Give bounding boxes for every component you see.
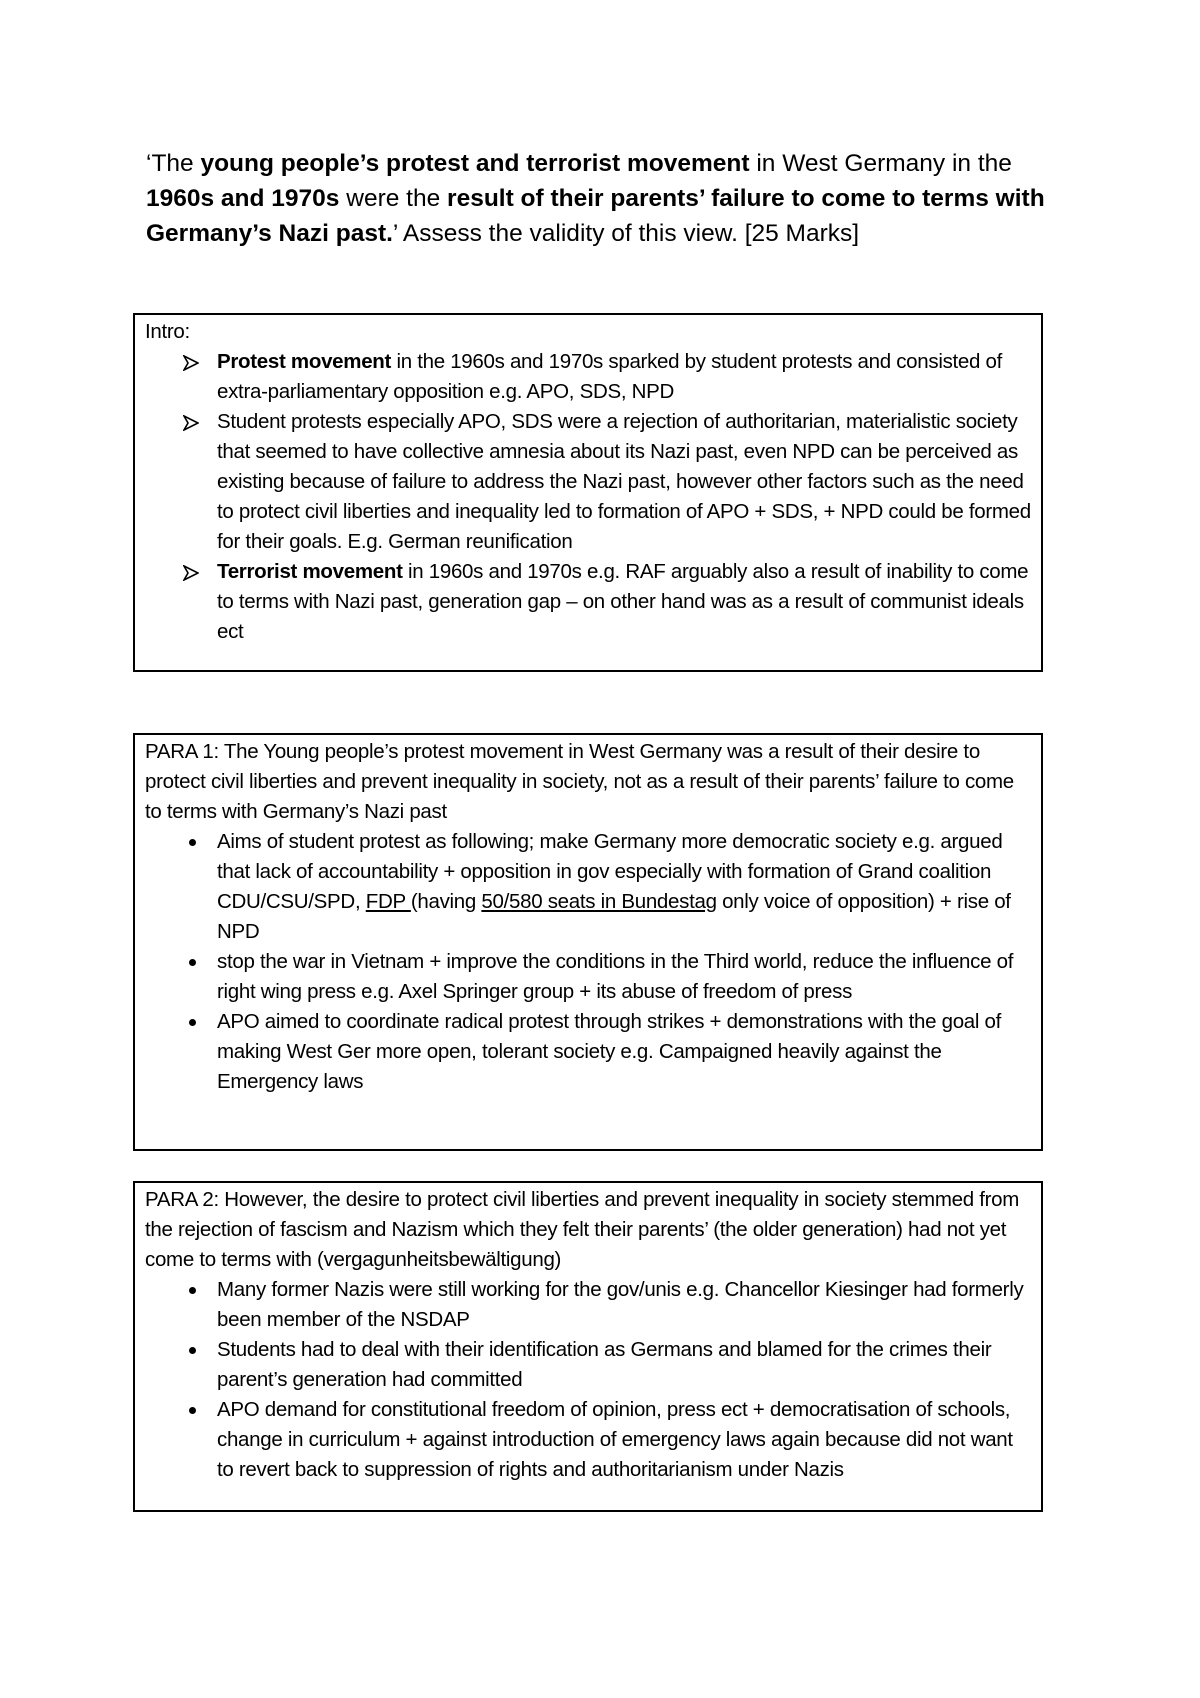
intro-item-2 (145, 407, 1031, 557)
arrow-bullet-icon (183, 407, 207, 440)
para1-item-1 (145, 827, 1031, 947)
intro-item-1-bold: Protest movement (217, 350, 392, 373)
bullet-dot-icon (189, 839, 196, 846)
bullet-dot-icon (189, 1019, 196, 1026)
para2-item-1 (145, 1275, 1031, 1335)
para1-item-1-underline-fdp: FDP (365, 890, 411, 913)
para1-heading: PARA 1: The Young people’s protest movement in West Germany was a result of their desire to protect civil liberties and prevent inequality in society, not as a result of their parents’ failure to come to terms with Germany’s Nazi past (145, 740, 1014, 823)
arrow-bullet-icon (183, 557, 207, 590)
intro-item-3-bold: Terrorist movement (217, 560, 403, 583)
question-bold-1: young people’s protest and terrorist movement (200, 150, 750, 177)
intro-item-2-text: Student protests especially APO, SDS were a rejection of authoritarian, materialistic society that seemed to have collective amnesia about its Nazi past, even NPD can be perceived as existing because of failure to address the Nazi past, however other factors such as the need to protect civil liberties and inequality led to formation of APO + SDS, + NPD could be formed for their goals. E.g. German reunification (217, 410, 1031, 553)
para2-box (133, 1181, 1043, 1512)
intro-item-3 (145, 557, 1031, 647)
para2-item-1-text: Many former Nazis were still working for the gov/unis e.g. Chancellor Kiesinger had formerly been member of the NSDAP (217, 1278, 1024, 1331)
para1-item-1-underline-seats: 50/580 seats in Bundestag (481, 890, 717, 913)
para2-item-3 (145, 1395, 1031, 1485)
para1-item-2-text: stop the war in Vietnam + improve the conditions in the Third world, reduce the influence of right wing press e.g. Axel Springer group + its abuse of freedom of press (217, 950, 1014, 1003)
bullet-dot-icon (189, 1407, 196, 1414)
question-text-1: ‘The (146, 150, 201, 177)
intro-list (145, 347, 1031, 647)
para2-item-2-text: Students had to deal with their identification as Germans and blamed for the crimes their parent’s generation had committed (217, 1338, 992, 1391)
para2-heading: PARA 2: However, the desire to protect civil liberties and prevent inequality in society stemmed from the rejection of fascism and Nazism which they felt their parents’ (the older generation) had not yet come to terms with (vergagunheitsbewältigung) (145, 1188, 1020, 1271)
para2-item-2 (145, 1335, 1031, 1395)
para1-item-2 (145, 947, 1031, 1007)
para1-box (133, 733, 1043, 1151)
intro-item-1 (145, 347, 1031, 407)
arrow-bullet-icon (183, 347, 207, 380)
intro-heading: Intro: (145, 320, 190, 343)
para1-item-1-text-a: Aims of student protest as following; make Germany more democratic society e.g. argued that lack of accountability + opposition in gov especially with formation of Grand coalition CDU/CSU/SPD, (217, 830, 1003, 913)
intro-item-3-text: in 1960s and 1970s e.g. RAF arguably also a result of inability to come to terms with Nazi past, generation gap – on other hand was as a result of communist ideals ect (217, 560, 1029, 643)
intro-item-1-text: in the 1960s and 1970s sparked by student protests and consisted of extra-parliamentary opposition e.g. APO, SDS, NPD (217, 350, 1003, 403)
para1-item-1-text-b: (having (410, 890, 482, 913)
para1-item-3-text: APO aimed to coordinate radical protest through strikes + demonstrations with the goal of making West Ger more open, tolerant society e.g. Campaigned heavily against the Emergency laws (217, 1010, 1002, 1093)
para1-list (145, 827, 1031, 1097)
para2-item-3-text: APO demand for constitutional freedom of opinion, press ect + democratisation of schools, change in curriculum + against introduction of emergency laws again because did not want to revert back to suppression of rights and authoritarianism under Nazis (217, 1398, 1013, 1481)
para1-item-1-text-c: only voice of opposition) + rise of NPD (217, 890, 1011, 943)
intro-box (133, 313, 1043, 672)
bullet-dot-icon (189, 1347, 196, 1354)
bullet-dot-icon (189, 1287, 196, 1294)
essay-question (146, 146, 1076, 251)
question-text-4: ’ Assess the validity of this view. [25 Marks] (392, 220, 860, 247)
para1-item-3 (145, 1007, 1031, 1097)
question-text-2: in West Germany in the (749, 150, 1012, 177)
bullet-dot-icon (189, 959, 196, 966)
question-bold-3: result of their parents’ failure to come to terms with Germany’s Nazi past. (146, 185, 1045, 247)
question-text-3: were the (339, 185, 448, 212)
para2-list (145, 1275, 1031, 1485)
question-bold-2: 1960s and 1970s (146, 185, 340, 212)
